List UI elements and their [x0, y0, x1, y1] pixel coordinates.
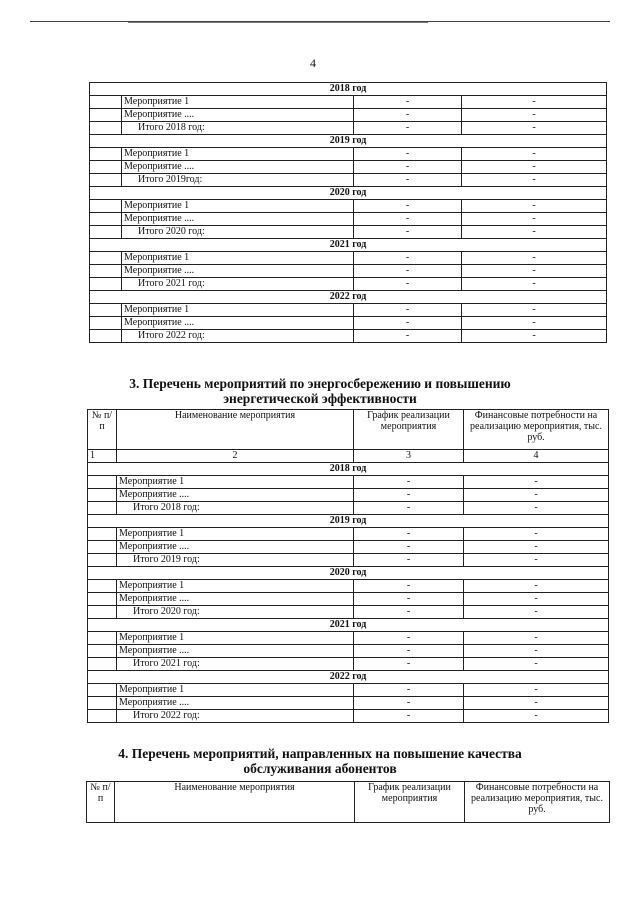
row-number-cell: [90, 252, 122, 265]
schedule-value: -: [354, 161, 462, 174]
measure-name: Итого 2019 год:: [117, 554, 354, 567]
header-schedule: График реализации мероприятия: [354, 410, 464, 450]
finance-value: -: [462, 148, 607, 161]
finance-value: -: [462, 226, 607, 239]
measure-name: Итого 2019год:: [122, 174, 354, 187]
measure-name: Итого 2018 год:: [122, 122, 354, 135]
measure-name: Мероприятие ....: [122, 109, 354, 122]
table-row: [90, 148, 607, 161]
schedule-value: -: [354, 541, 464, 554]
schedule-value: -: [354, 265, 462, 278]
row-number-cell: [88, 593, 117, 606]
finance-value: -: [464, 697, 609, 710]
measure-name: Итого 2018 год:: [117, 502, 354, 515]
row-number-cell: [88, 476, 117, 489]
schedule-value: -: [354, 645, 464, 658]
measure-name: Мероприятие ....: [122, 213, 354, 226]
schedule-value: -: [354, 606, 464, 619]
row-number-cell: [90, 161, 122, 174]
table-row: [90, 200, 607, 213]
finance-value: -: [464, 645, 609, 658]
row-number-cell: [90, 122, 122, 135]
table-row: [88, 606, 609, 619]
measure-name: Мероприятие 1: [122, 304, 354, 317]
schedule-value: -: [354, 658, 464, 671]
header-schedule: График реализации мероприятия: [355, 782, 465, 823]
finance-value: -: [464, 580, 609, 593]
finance-value: -: [464, 541, 609, 554]
schedule-value: -: [354, 528, 464, 541]
schedule-value: -: [354, 330, 462, 343]
year-heading: 2021 год: [88, 619, 609, 632]
section-3-title-line1: 3. Перечень мероприятий по энергосбережению и повышению: [129, 376, 511, 391]
schedule-value: -: [354, 122, 462, 135]
table-row: [90, 317, 607, 330]
schedule-value: -: [354, 489, 464, 502]
finance-value: -: [464, 476, 609, 489]
row-number-cell: [88, 684, 117, 697]
table-row: [90, 109, 607, 122]
table-row: [88, 684, 609, 697]
row-number-cell: [90, 317, 122, 330]
schedule-value: -: [354, 148, 462, 161]
row-number-cell: [88, 658, 117, 671]
table-row: [88, 697, 609, 710]
measure-name: Мероприятие 1: [117, 632, 354, 645]
finance-value: -: [462, 330, 607, 343]
column-index-4: 4: [464, 450, 609, 463]
column-index-2: 2: [117, 450, 354, 463]
table-row: [90, 330, 607, 343]
year-row: [88, 463, 609, 476]
year-heading: 2018 год: [88, 463, 609, 476]
year-heading: 2020 год: [88, 567, 609, 580]
year-heading: 2021 год: [90, 239, 607, 252]
finance-value: -: [464, 489, 609, 502]
row-number-cell: [90, 265, 122, 278]
measure-name: Мероприятие ....: [122, 161, 354, 174]
schedule-value: -: [354, 304, 462, 317]
table-row: [88, 593, 609, 606]
measure-name: Мероприятие 1: [122, 252, 354, 265]
section-4-title-line1: 4. Перечень мероприятий, направленных на повышение качества: [118, 746, 522, 761]
top-rule-secondary: [128, 22, 428, 23]
finance-value: -: [462, 109, 607, 122]
table-row: [88, 528, 609, 541]
schedule-value: -: [354, 502, 464, 515]
schedule-value: -: [354, 226, 462, 239]
schedule-value: -: [354, 632, 464, 645]
finance-value: -: [464, 528, 609, 541]
finance-value: -: [462, 200, 607, 213]
year-heading: 2019 год: [90, 135, 607, 148]
schedule-value: -: [354, 96, 462, 109]
year-row: [88, 619, 609, 632]
measure-name: Мероприятие ....: [122, 317, 354, 330]
measure-name: Мероприятие 1: [117, 684, 354, 697]
year-row: [90, 135, 607, 148]
table-row: [90, 96, 607, 109]
section-4-title-line2: обслуживания абонентов: [243, 761, 397, 776]
measure-name: Мероприятие ....: [117, 697, 354, 710]
row-number-cell: [88, 645, 117, 658]
row-number-cell: [88, 580, 117, 593]
year-row: [88, 671, 609, 684]
year-heading: 2022 год: [88, 671, 609, 684]
measure-name: Мероприятие ....: [122, 265, 354, 278]
header-num: № п/п: [88, 410, 117, 450]
measure-name: Мероприятие ....: [117, 593, 354, 606]
row-number-cell: [88, 606, 117, 619]
year-row: [88, 515, 609, 528]
row-number-cell: [90, 174, 122, 187]
measure-name: Итого 2022 год:: [122, 330, 354, 343]
measure-name: Мероприятие ....: [117, 489, 354, 502]
year-row: [90, 187, 607, 200]
finance-value: -: [462, 304, 607, 317]
row-number-cell: [88, 528, 117, 541]
measure-name: Итого 2021 год:: [122, 278, 354, 291]
schedule-value: -: [354, 697, 464, 710]
measure-name: Мероприятие 1: [117, 580, 354, 593]
finance-value: -: [464, 554, 609, 567]
header-finance: Финансовые потребности на реализацию мероприятия, тыс. руб.: [465, 782, 610, 823]
section-3-table: [87, 409, 609, 723]
year-row: [90, 83, 607, 96]
column-index-row: [88, 450, 609, 463]
header-num: № п/п: [87, 782, 115, 823]
section-4-table-body: [87, 782, 610, 823]
measure-name: Мероприятие 1: [122, 148, 354, 161]
measure-name: Итого 2021 год:: [117, 658, 354, 671]
finance-value: -: [462, 213, 607, 226]
table-row: [90, 161, 607, 174]
table-row: [88, 632, 609, 645]
header-name: Наименование мероприятия: [115, 782, 355, 823]
finance-value: -: [464, 606, 609, 619]
row-number-cell: [88, 541, 117, 554]
row-number-cell: [88, 554, 117, 567]
table-row: [88, 710, 609, 723]
table-row: [90, 304, 607, 317]
top-table-body: [90, 83, 607, 343]
schedule-value: -: [354, 252, 462, 265]
table-row: [90, 265, 607, 278]
finance-value: -: [462, 122, 607, 135]
year-row: [90, 239, 607, 252]
finance-value: -: [462, 278, 607, 291]
row-number-cell: [90, 304, 122, 317]
finance-value: -: [464, 658, 609, 671]
year-heading: 2022 год: [90, 291, 607, 304]
measure-name: Мероприятие ....: [117, 645, 354, 658]
column-index-3: 3: [354, 450, 464, 463]
measure-name: Мероприятие 1: [122, 96, 354, 109]
year-row: [90, 291, 607, 304]
year-heading: 2018 год: [90, 83, 607, 96]
schedule-value: -: [354, 476, 464, 489]
section-3-title: [0, 376, 640, 406]
row-number-cell: [90, 96, 122, 109]
finance-value: -: [462, 161, 607, 174]
year-heading: 2020 год: [90, 187, 607, 200]
row-number-cell: [90, 330, 122, 343]
measure-name: Мероприятие 1: [122, 200, 354, 213]
schedule-value: -: [354, 684, 464, 697]
header-row: [88, 410, 609, 450]
table-row: [88, 541, 609, 554]
finance-value: -: [462, 317, 607, 330]
table-row: [88, 645, 609, 658]
table-row: [88, 489, 609, 502]
table-row: [90, 252, 607, 265]
measure-name: Мероприятие 1: [117, 528, 354, 541]
schedule-value: -: [354, 593, 464, 606]
schedule-value: -: [354, 200, 462, 213]
year-heading: 2019 год: [88, 515, 609, 528]
section-4-table: [86, 781, 610, 823]
row-number-cell: [90, 226, 122, 239]
header-row: [87, 782, 610, 823]
header-name: Наименование мероприятия: [117, 410, 354, 450]
row-number-cell: [90, 148, 122, 161]
finance-value: -: [464, 684, 609, 697]
row-number-cell: [90, 109, 122, 122]
row-number-cell: [88, 632, 117, 645]
schedule-value: -: [354, 278, 462, 291]
schedule-value: -: [354, 109, 462, 122]
table-row: [90, 174, 607, 187]
section-3-table-body: [88, 410, 609, 723]
finance-value: -: [464, 502, 609, 515]
column-index-1: 1: [88, 450, 117, 463]
schedule-value: -: [354, 554, 464, 567]
schedule-value: -: [354, 317, 462, 330]
schedule-value: -: [354, 174, 462, 187]
table-row: [88, 554, 609, 567]
section-3-title-line2: энергетической эффективности: [223, 391, 417, 406]
row-number-cell: [88, 697, 117, 710]
table-row: [88, 580, 609, 593]
year-row: [88, 567, 609, 580]
row-number-cell: [88, 502, 117, 515]
finance-value: -: [462, 96, 607, 109]
measure-name: Мероприятие 1: [117, 476, 354, 489]
row-number-cell: [90, 200, 122, 213]
finance-value: -: [464, 593, 609, 606]
measure-name: Итого 2020 год:: [117, 606, 354, 619]
row-number-cell: [88, 710, 117, 723]
row-number-cell: [90, 213, 122, 226]
table-row: [88, 502, 609, 515]
table-row: [88, 476, 609, 489]
measure-name: Итого 2022 год:: [117, 710, 354, 723]
table-row: [88, 658, 609, 671]
row-number-cell: [90, 278, 122, 291]
finance-value: -: [462, 174, 607, 187]
finance-value: -: [462, 252, 607, 265]
row-number-cell: [88, 489, 117, 502]
table-row: [90, 226, 607, 239]
table-row: [90, 122, 607, 135]
top-table: [89, 82, 607, 343]
header-finance: Финансовые потребности на реализацию мероприятия, тыс. руб.: [464, 410, 609, 450]
table-row: [90, 278, 607, 291]
finance-value: -: [464, 710, 609, 723]
measure-name: Мероприятие ....: [117, 541, 354, 554]
table-row: [90, 213, 607, 226]
section-4-title: [0, 746, 640, 776]
finance-value: -: [462, 265, 607, 278]
finance-value: -: [464, 632, 609, 645]
measure-name: Итого 2020 год:: [122, 226, 354, 239]
schedule-value: -: [354, 213, 462, 226]
schedule-value: -: [354, 710, 464, 723]
schedule-value: -: [354, 580, 464, 593]
page-number: 4: [310, 56, 316, 70]
